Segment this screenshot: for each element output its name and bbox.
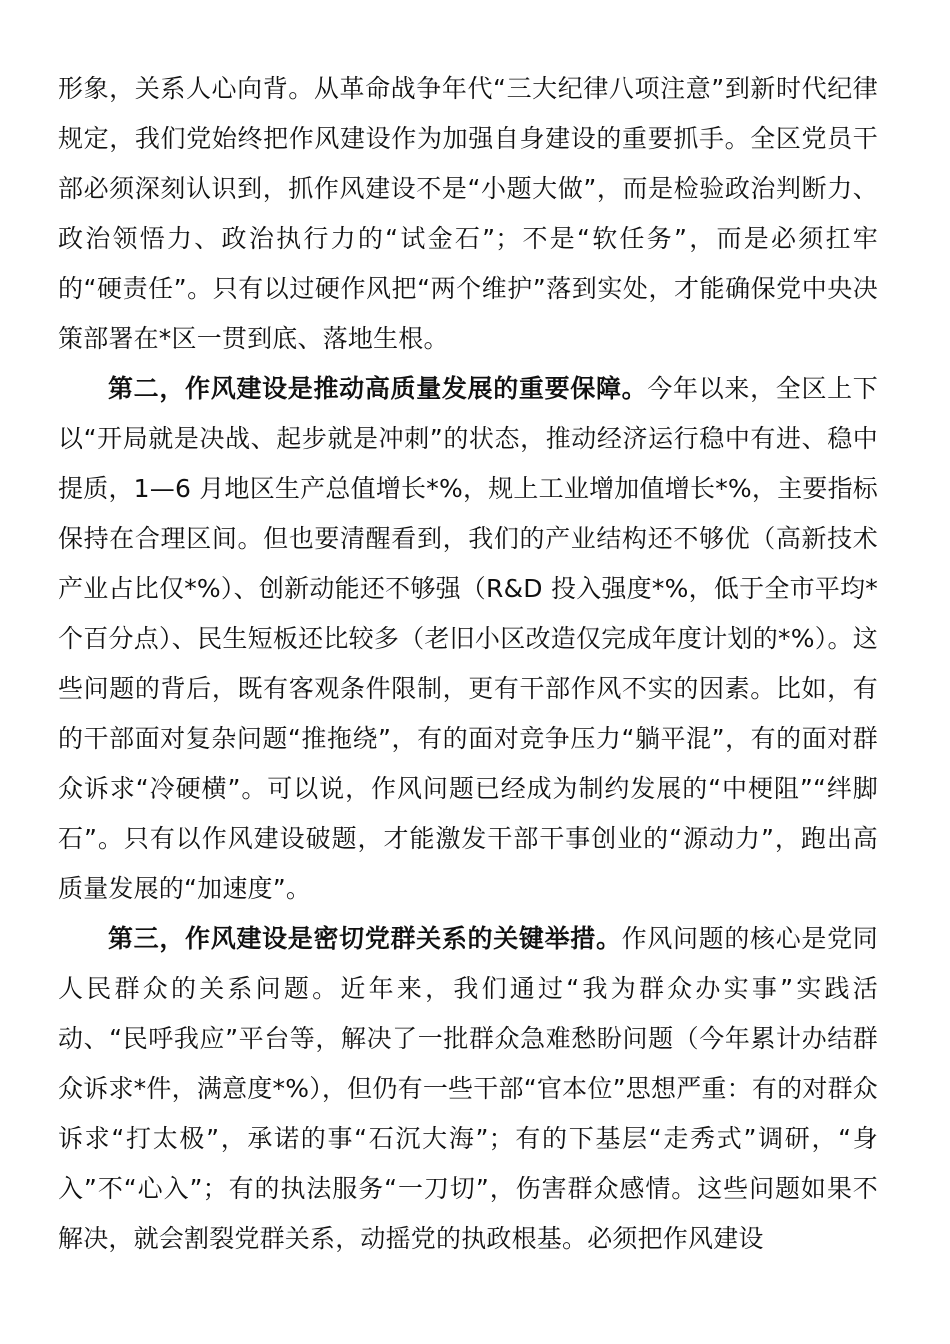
paragraph-3-lead: 第三，作风建设是密切党群关系的关键举措。 — [108, 924, 622, 953]
paragraph-third-point — [58, 914, 878, 1264]
paragraph-1-text: 形象，关系人心向背。从革命战争年代“三大纪律八项注意”到新时代纪律规定，我们党始终把作风建设作为加强自身建设的重要抓手。全区党员干部必须深刻认识到，抓作风建设不是“小题大做”，而是检验政治判断力、政治领悟力、政治执行力的“试金石”；不是“软任务”，而是必须扛牢的“硬责任”。只有以过硬作风把“两个维护”落到实处，才能确保党中央决策部署在*区一贯到底、落地生根。 — [58, 74, 878, 353]
paragraph-3-text: 作风问题的核心是党同人民群众的关系问题。近年来，我们通过“我为群众办实事”实践活动、“民呼我应”平台等，解决了一批群众急难愁盼问题（今年累计办结群众诉求*件，满意度*%），但仍有一些干部“官本位”思想严重：有的对群众诉求“打太极”，承诺的事“石沉大海”；有的下基层“走秀式”调研，“身入”不“心入”；有的执法服务“一刀切”，伤害群众感情。这些问题如果不解决，就会割裂党群关系，动摇党的执政根基。必须把作风建设 — [58, 924, 878, 1253]
paragraph-continuation — [58, 64, 878, 364]
paragraph-second-point — [58, 364, 878, 914]
paragraph-2-text: 今年以来，全区上下以“开局就是决战、起步就是冲刺”的状态，推动经济运行稳中有进、稳中提质，1—6 月地区生产总值增长*%，规上工业增加值增长*%，主要指标保持在合理区间。但也要清醒看到，我们的产业结构还不够优（高新技术产业占比仅*%）、创新动能还不够强（R&D 投入强度*%，低于全市平均*个百分点）、民生短板还比较多（老旧小区改造仅完成年度计划的*%）。这些问题的背后，既有客观条件限制，更有干部作风不实的因素。比如，有的干部面对复杂问题“推拖绕”，有的面对竞争压力“躺平混”，有的面对群众诉求“冷硬横”。可以说，作风问题已经成为制约发展的“中梗阻”“绊脚石”。只有以作风建设破题，才能激发干部干事创业的“源动力”，跑出高质量发展的“加速度”。 — [58, 374, 879, 903]
document-body — [58, 64, 878, 1264]
paragraph-2-lead: 第二，作风建设是推动高质量发展的重要保障。 — [108, 374, 648, 403]
